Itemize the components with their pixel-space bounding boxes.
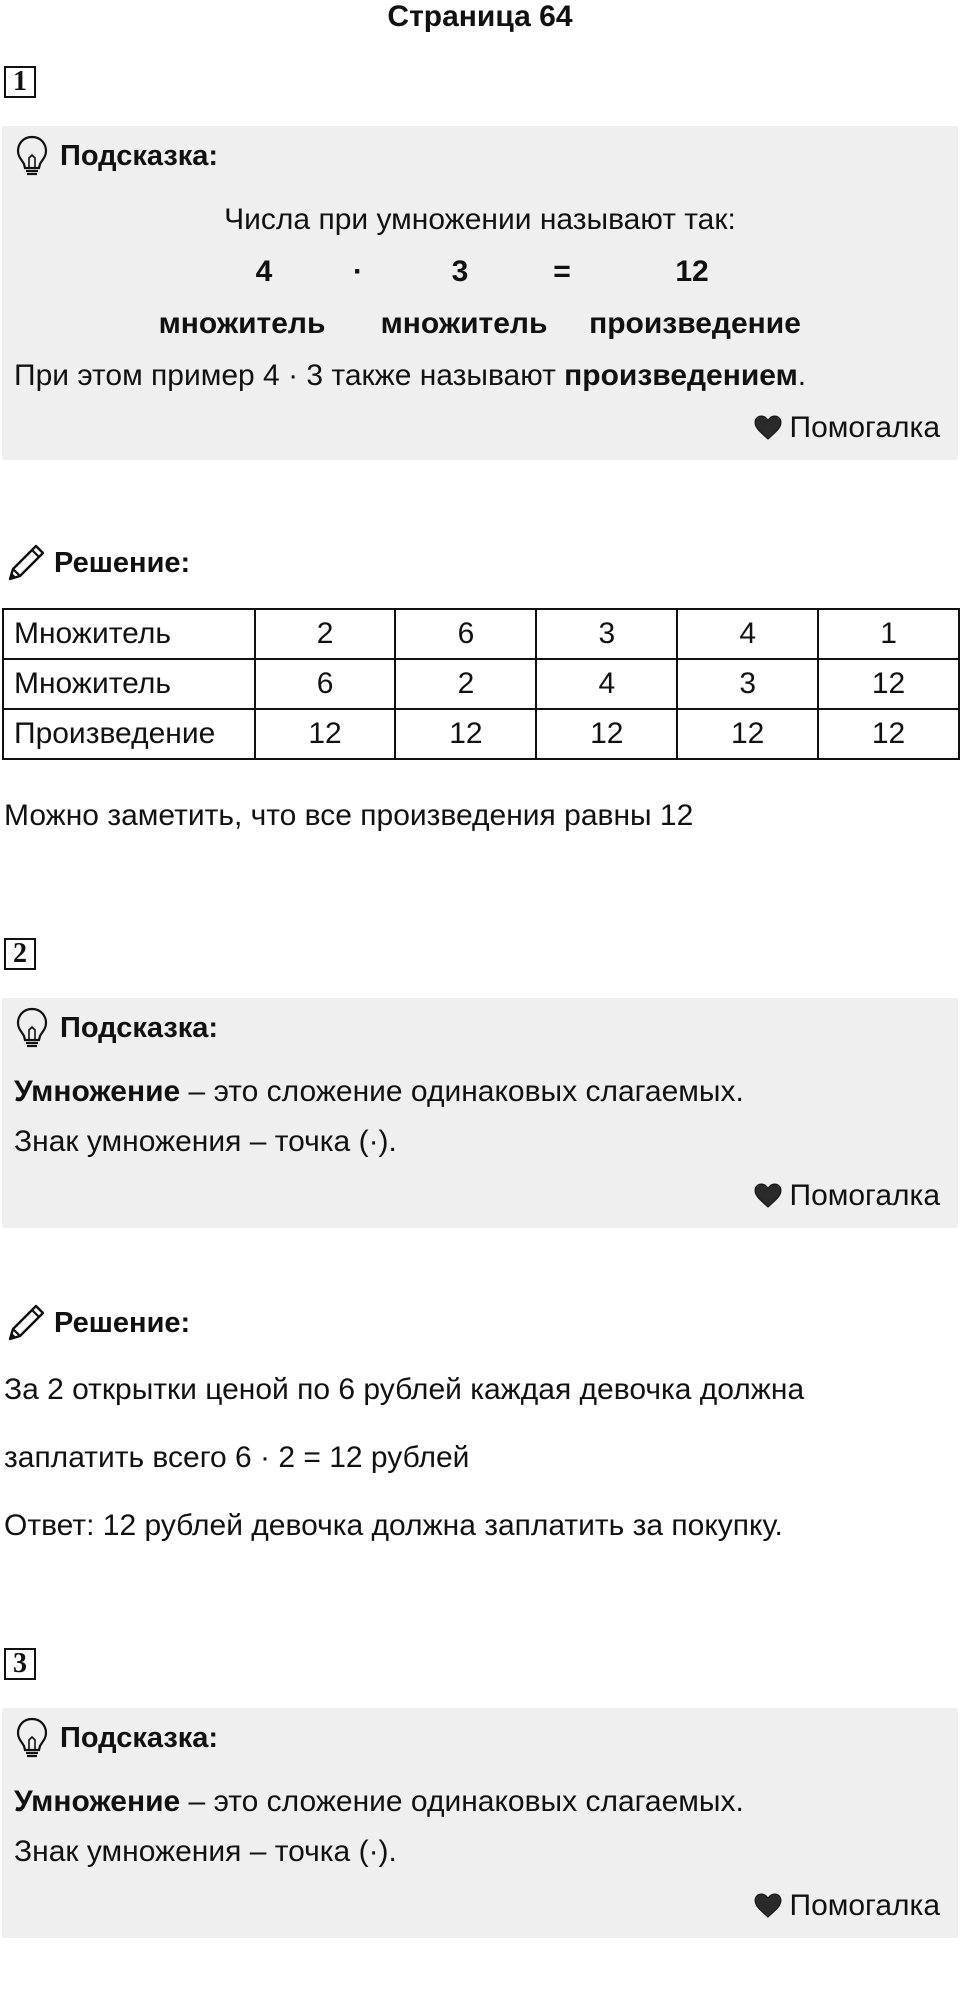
table-cell: 4: [677, 609, 818, 659]
solution-conclusion: Можно заметить, что все произведения равны 12: [4, 799, 694, 832]
credit-label: Помогалка: [789, 1889, 940, 1922]
credit-label: Помогалка: [789, 1179, 940, 1212]
heart-icon: [754, 415, 782, 441]
solution-answer: Ответ: 12 рублей девочка должна заплатить за покупку.: [4, 1509, 783, 1542]
page-title: Страница 64: [387, 0, 573, 33]
expr-factor-2: 3: [451, 255, 469, 288]
table-cell: 6: [255, 659, 396, 709]
hint-definition: [14, 1782, 744, 1822]
hint-note-prefix: При этом пример 4 · 3 также называют: [14, 359, 565, 392]
table-cell: 2: [255, 609, 396, 659]
hint-intro: Числа при умножении называют так:: [224, 203, 736, 236]
table-row: [3, 709, 959, 759]
solution-title: Решение:: [54, 546, 191, 579]
expr-equals: =: [553, 255, 571, 288]
row-label: Произведение: [3, 709, 255, 759]
pencil-icon: [4, 541, 48, 585]
solution-line-2: заплатить всего 6 · 2 = 12 рублей: [4, 1441, 470, 1474]
credit-pomogalka: [754, 408, 941, 448]
lightbulb-icon: [14, 1006, 50, 1050]
table-row: [3, 659, 959, 709]
hint-definition: [14, 1072, 744, 1112]
hint-box-1: [2, 126, 958, 460]
hint-header: [14, 134, 218, 178]
credit-label: Помогалка: [789, 411, 940, 444]
table-cell: 12: [818, 659, 959, 709]
solution-line-1: За 2 открытки ценой по 6 рублей каждая девочка должна: [4, 1373, 805, 1406]
expr-product: 12: [675, 255, 709, 288]
definition-text: – это сложение одинаковых слагаемых.: [180, 1785, 744, 1818]
definition-term: Умножение: [14, 1785, 181, 1818]
hint-header: [14, 1006, 218, 1050]
row-label: Множитель: [3, 659, 255, 709]
table-cell: 2: [395, 659, 536, 709]
lightbulb-icon: [14, 134, 50, 178]
hint-title: Подсказка:: [60, 1011, 219, 1044]
hint-sign: Знак умножения – точка (·).: [14, 1835, 397, 1868]
definition-text: – это сложение одинаковых слагаемых.: [180, 1075, 744, 1108]
table-cell: 12: [395, 709, 536, 759]
table-cell: 12: [255, 709, 396, 759]
table-cell: 12: [536, 709, 677, 759]
table-cell: 12: [677, 709, 818, 759]
lightbulb-icon: [14, 1716, 50, 1760]
table-cell: 4: [536, 659, 677, 709]
hint-note: [14, 356, 806, 396]
table-cell: 3: [536, 609, 677, 659]
credit-pomogalka: [754, 1886, 941, 1926]
hint-header: [14, 1716, 218, 1760]
solution-table: [2, 608, 960, 760]
table-row: [3, 609, 959, 659]
hint-note-bold: произведением: [564, 359, 798, 392]
task-number-3: 3: [4, 1648, 36, 1680]
term-factor-2: множитель: [380, 307, 548, 340]
credit-pomogalka: [754, 1176, 941, 1216]
hint-box-3: [2, 1708, 958, 1938]
table-cell: 6: [395, 609, 536, 659]
task-number-2: 2: [4, 938, 36, 970]
table-cell: 3: [677, 659, 818, 709]
hint-title: Подсказка:: [60, 139, 219, 172]
table-cell: 1: [818, 609, 959, 659]
solution-title: Решение:: [54, 1306, 191, 1339]
hint-title: Подсказка:: [60, 1721, 219, 1754]
hint-note-suffix: .: [797, 359, 807, 392]
pencil-icon: [4, 1301, 48, 1345]
hint-box-2: [2, 998, 958, 1228]
heart-icon: [754, 1893, 782, 1919]
table-cell: 12: [818, 709, 959, 759]
solution-header-2: [4, 1300, 190, 1346]
expr-dot: ·: [353, 255, 363, 288]
row-label: Множитель: [3, 609, 255, 659]
expr-factor-1: 4: [255, 255, 273, 288]
heart-icon: [754, 1183, 782, 1209]
hint-sign: Знак умножения – точка (·).: [14, 1125, 397, 1158]
definition-term: Умножение: [14, 1075, 181, 1108]
task-number-1: 1: [4, 66, 36, 98]
solution-header-1: [4, 540, 190, 586]
term-factor-1: множитель: [158, 307, 326, 340]
term-product: произведение: [589, 307, 801, 340]
